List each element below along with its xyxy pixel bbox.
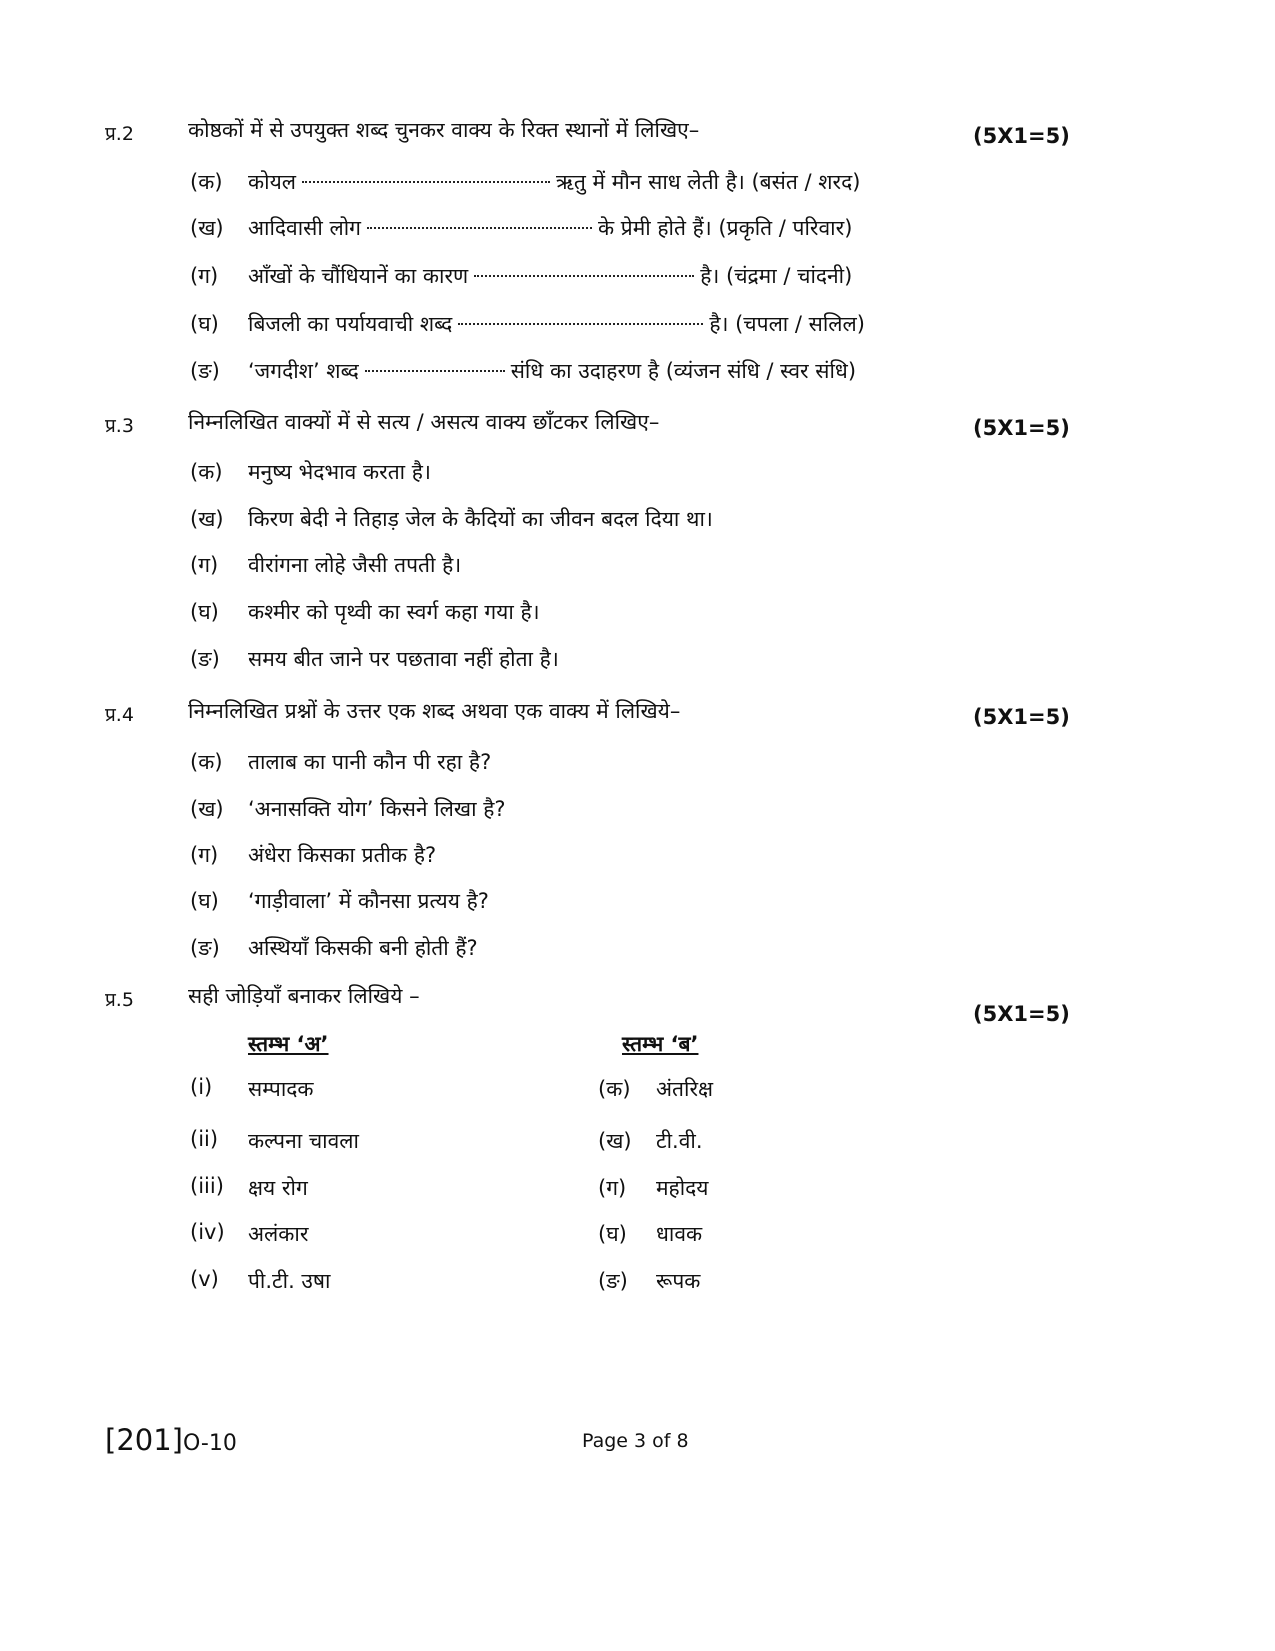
fill-blank-item [190, 310, 950, 344]
item-text-before: आँखों के चौंधियानें का कारण [248, 264, 469, 288]
blank-line [367, 226, 592, 229]
question-4-header [105, 697, 1070, 737]
item-text: वीरांगना लोहे जैसी तपती है। [248, 553, 462, 577]
fill-blank-item [190, 168, 950, 202]
question-marks: (5X1=5) [973, 416, 1070, 440]
item-label: (क) [190, 750, 223, 774]
item-label: (क) [598, 1077, 631, 1101]
item-label: (घ) [190, 889, 219, 913]
item-text-before: ‘जगदीश’ शब्द [248, 359, 359, 383]
item-text: अस्थियाँ किसकी बनी होती हैं? [248, 936, 478, 960]
item-text-after: संधि का उदाहरण है (व्यंजन संधि / स्वर संधि) [510, 359, 857, 383]
item-text: अंधेरा किसका प्रतीक है? [248, 843, 437, 867]
question-text: निम्नलिखित वाक्यों में से सत्य / असत्य वाक्य छाँटकर लिखिए– [188, 410, 660, 434]
item-label: (ii) [190, 1127, 219, 1151]
item-label: (ङ) [598, 1269, 628, 1293]
page-number: Page 3 of 8 [582, 1430, 689, 1452]
blank-line [458, 322, 703, 325]
item-label: (ख) [190, 216, 224, 240]
item-label: (ङ) [190, 647, 220, 671]
item-label: (i) [190, 1075, 213, 1099]
paper-code-sub: O-10 [182, 1431, 237, 1456]
column-a-heading: स्तम्भ ‘अ’ [248, 1032, 329, 1056]
fill-blank-item [190, 262, 950, 296]
question-number: प्र.3 [105, 415, 134, 437]
question-5-header [105, 982, 1070, 1026]
question-number: प्र.4 [105, 704, 134, 726]
item-text: कश्मीर को पृथ्वी का स्वर्ग कहा गया है। [248, 600, 540, 624]
item-label: (ग) [190, 553, 219, 577]
item-label: (ङ) [190, 359, 220, 383]
blank-line [474, 274, 694, 277]
paper-code [105, 1423, 237, 1457]
item-text-after: है। (चंद्रमा / चांदनी) [700, 264, 853, 288]
question-marks: (5X1=5) [973, 124, 1070, 148]
item-text-before: कोयल [248, 170, 296, 194]
fill-blank-item [190, 214, 950, 248]
item-text: समय बीत जाने पर पछतावा नहीं होता है। [248, 647, 559, 671]
item-label: (ख) [190, 797, 224, 821]
item-text: मनुष्य भेदभाव करता है। [248, 460, 431, 484]
paper-code-main: [201] [105, 1423, 183, 1457]
question-text: निम्नलिखित प्रश्नों के उत्तर एक शब्द अथवा एक वाक्य में लिखिये– [188, 699, 681, 723]
question-text: सही जोड़ियाँ बनाकर लिखिये – [188, 984, 420, 1008]
blank-line [302, 180, 550, 183]
item-text: क्षय रोग [248, 1176, 308, 1200]
item-text-before: बिजली का पर्यायवाची शब्द [248, 312, 453, 336]
item-label: (v) [190, 1267, 219, 1291]
item-label: (ग) [190, 843, 219, 867]
item-label: (ख) [190, 507, 224, 531]
item-label: (iii) [190, 1174, 224, 1198]
item-label: (ङ) [190, 936, 220, 960]
item-label: (ग) [598, 1176, 627, 1200]
blank-line [365, 369, 505, 372]
question-text: कोष्ठकों में से उपयुक्त शब्द चुनकर वाक्य के रिक्त स्थानों में लिखिए– [188, 118, 700, 142]
question-2-header [105, 116, 1070, 156]
item-label: (ग) [190, 264, 219, 288]
item-text: ‘गाड़ीवाला’ में कौनसा प्रत्यय है? [248, 889, 489, 913]
item-label: (घ) [598, 1222, 627, 1246]
fill-blank-item [190, 357, 950, 391]
item-text: पी.टी. उषा [248, 1269, 331, 1293]
item-text: अंतरिक्ष [656, 1077, 714, 1101]
item-text-after: के प्रेमी होते हैं। (प्रकृति / परिवार) [597, 216, 853, 240]
item-label: (क) [190, 170, 223, 194]
item-label: (ख) [598, 1129, 632, 1153]
item-label: (घ) [190, 312, 219, 336]
item-label: (iv) [190, 1220, 225, 1244]
item-text: अलंकार [248, 1222, 309, 1246]
item-text: टी.वी. [656, 1129, 703, 1153]
item-text: महोदय [656, 1176, 709, 1200]
item-text-after: ऋतु में मौन साध लेती है। (बसंत / शरद) [556, 170, 861, 194]
item-label: (घ) [190, 600, 219, 624]
question-marks: (5X1=5) [973, 1002, 1070, 1026]
question-3-header [105, 408, 1070, 448]
item-text: धावक [656, 1222, 703, 1246]
item-text: कल्पना चावला [248, 1129, 359, 1153]
item-text-after: है। (चपला / सलिल) [709, 312, 865, 336]
item-text: सम्पादक [248, 1077, 314, 1101]
item-text: ‘अनासक्ति योग’ किसने लिखा है? [248, 797, 506, 821]
question-number: प्र.2 [105, 123, 134, 145]
item-text: किरण बेदी ने तिहाड़ जेल के कैदियों का जीवन बदल दिया था। [248, 507, 713, 531]
item-text: रूपक [656, 1269, 701, 1293]
item-text: तालाब का पानी कौन पी रहा है? [248, 750, 492, 774]
question-marks: (5X1=5) [973, 705, 1070, 729]
column-b-heading: स्तम्भ ‘ब’ [622, 1032, 699, 1056]
question-number: प्र.5 [105, 989, 134, 1011]
item-text-before: आदिवासी लोग [248, 216, 361, 240]
item-label: (क) [190, 460, 223, 484]
